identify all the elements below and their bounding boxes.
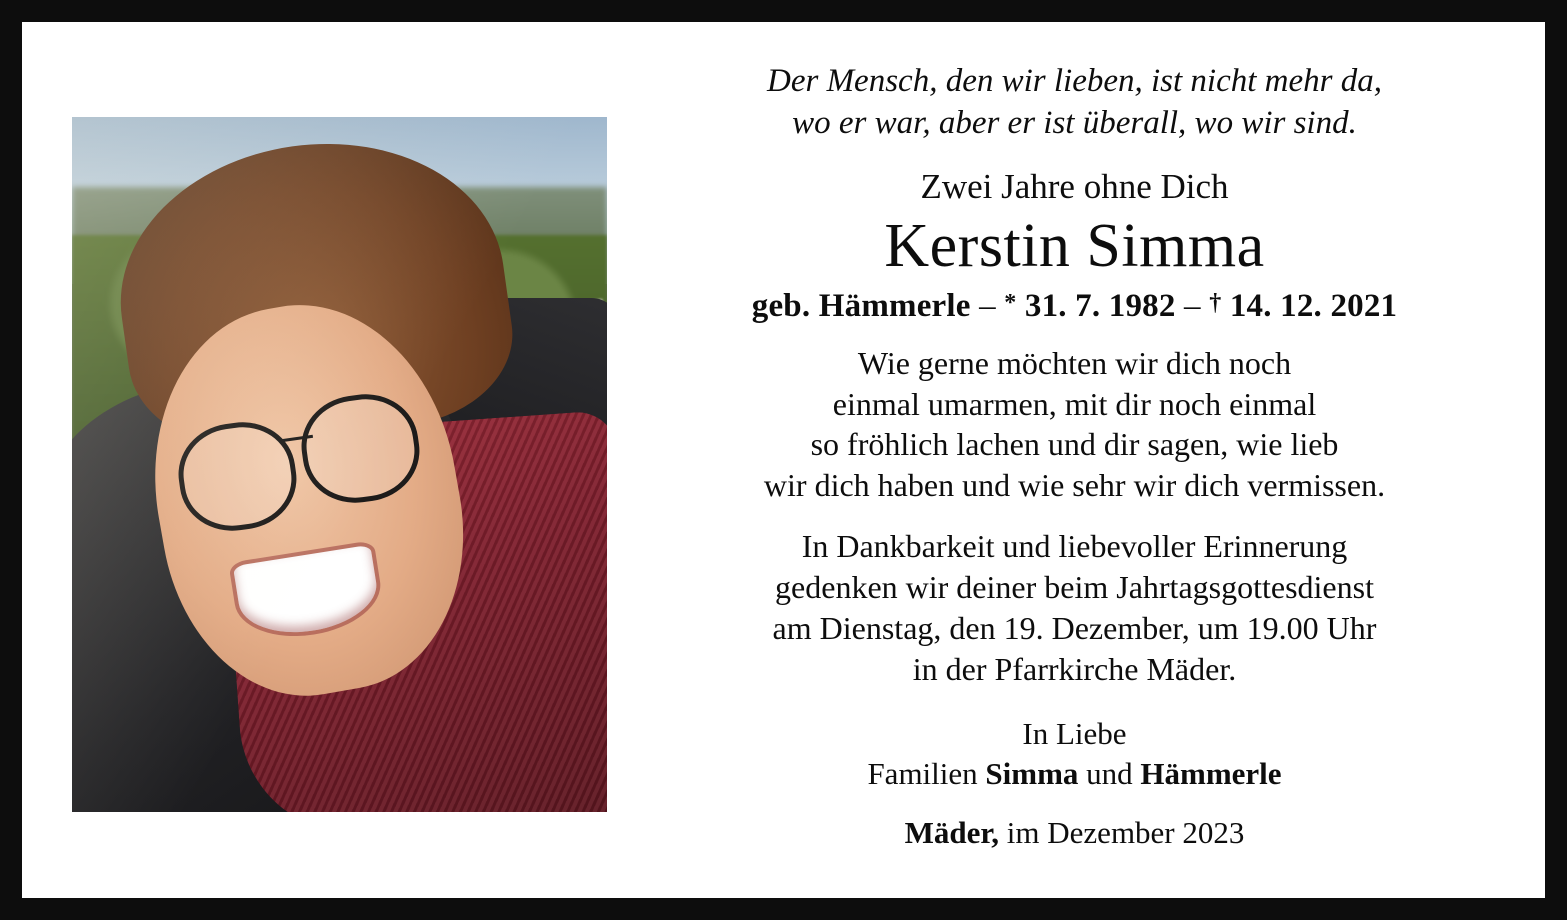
verse-line: wir dich haben und wie sehr wir dich vermissen. [763, 467, 1386, 504]
family-name-2: Hämmerle [1140, 756, 1282, 792]
death-cross-icon: † [1209, 289, 1222, 316]
notice-date: im Dezember 2023 [999, 814, 1245, 850]
portrait-column [22, 22, 642, 898]
memorial-notice [22, 22, 1545, 898]
date-separator-1: – [979, 287, 996, 324]
verse-line: so fröhlich lachen und dir sagen, wie lieb [810, 426, 1339, 463]
birth-star-icon: * [1004, 289, 1017, 316]
life-dates [652, 288, 1497, 325]
families-join: und [1078, 756, 1141, 792]
service-invitation [652, 526, 1497, 690]
deceased-name: Kerstin Simma [884, 212, 1265, 281]
maiden-name: geb. Hämmerle [751, 287, 971, 324]
verse-line: einmal umarmen, mit dir noch einmal [832, 385, 1317, 422]
portrait-photo [72, 117, 607, 812]
text-column [642, 22, 1545, 898]
invitation-line: am Dienstag, den 19. Dezember, um 19.00 Uhr [772, 610, 1377, 647]
families-prefix: Familien [867, 756, 986, 792]
verse-line: Wie gerne möchten wir dich noch [857, 344, 1292, 381]
memorial-verse [652, 343, 1497, 507]
closing-block [652, 714, 1497, 795]
closing-line: In Liebe [1022, 716, 1127, 752]
families-line [652, 754, 1497, 794]
family-name-1: Simma [985, 756, 1079, 792]
motto-line-1: Der Mensch, den wir lieben, ist nicht mehr da, [767, 63, 1382, 99]
anniversary-line: Zwei Jahre ohne Dich [920, 167, 1229, 207]
motto-line-2: wo er war, aber er ist überall, wo wir sind. [792, 105, 1357, 142]
death-date: 14. 12. 2021 [1229, 287, 1398, 324]
place-and-date [652, 813, 1497, 853]
birth-date: 31. 7. 1982 [1024, 287, 1176, 324]
invitation-line: gedenken wir deiner beim Jahrtagsgottesdienst [775, 569, 1374, 606]
invitation-line: in der Pfarrkirche Mäder. [912, 651, 1237, 688]
invitation-line: In Dankbarkeit und liebevoller Erinnerung [801, 528, 1348, 565]
date-separator-2: – [1184, 287, 1201, 324]
place-name: Mäder, [904, 814, 1000, 850]
motto [652, 60, 1497, 144]
